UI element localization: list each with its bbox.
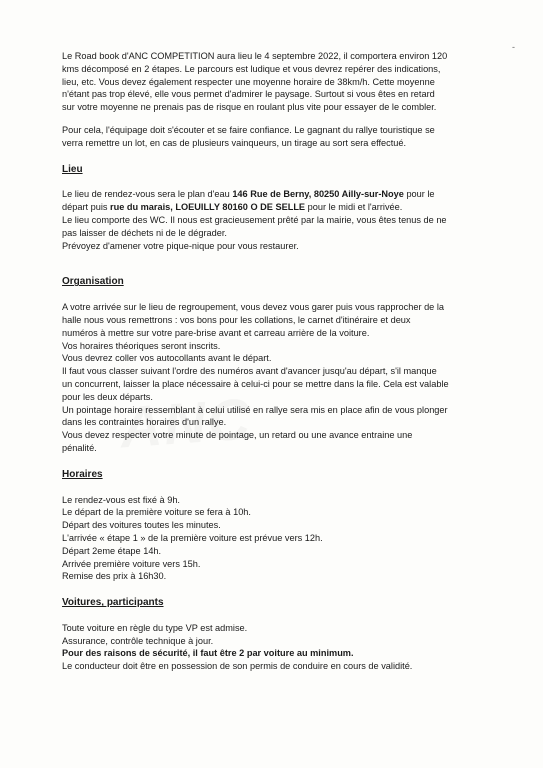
text-line: pas laisser de déchets ni de le dégrader.	[62, 227, 227, 238]
text-line	[62, 201, 476, 214]
text-line: Un pointage horaire ressemblant à celui utilisé en rallye sera mis en place afin de vous plonger	[62, 404, 448, 415]
text-line: un concurrent, laisser la place nécessaire à celui-ci pour se mettre dans la file. Cela est valable	[62, 378, 449, 389]
section-heading-organisation: Organisation	[62, 276, 124, 288]
text-line: Toute voiture en règle du type VP est admise.	[62, 622, 248, 633]
document-page	[62, 50, 476, 683]
text-line: Pour cela, l'équipage doit s'écouter et se faire confiance. Le gagnant du rallye touristique se	[62, 124, 435, 135]
text-line: Le conducteur doit être en possession de son permis de conduire en cours de validité.	[62, 661, 413, 672]
intro-paragraph-2	[62, 124, 476, 150]
text-line: Prévoyez d'amener votre pique-nique pour vous restaurer.	[62, 240, 299, 251]
text-line: Le rendez-vous est fixé à 9h.	[62, 494, 180, 505]
start-address: 146 Rue de Berny, 80250 Ailly-sur-Noye	[232, 189, 404, 200]
text-line: Vos horaires théoriques seront inscrits.	[62, 340, 221, 351]
text-line: dans les contraintes horaires d'un rallye.	[62, 417, 227, 428]
section-heading-voitures: Voitures, participants	[62, 597, 164, 609]
text-line: n'étant pas trop élevé, elle vous permet d'admirer le paysage. Surtout si vous êtes en retard	[62, 89, 435, 100]
text-line: L'arrivée « étape 1 » de la première voiture est prévue vers 12h.	[62, 532, 323, 543]
text-line: lieu, etc. Vous devez également respecter une moyenne horaire de 38km/h. Cette moyenne	[62, 76, 435, 87]
text-line: Il faut vous classer suivant l'ordre des numéros avant d'avancer jusqu'au départ, s'il manque	[62, 366, 437, 377]
text-line: Départ des voitures toutes les minutes.	[62, 520, 221, 531]
text-line: numéros à mettre sur votre pare-brise avant et carreau arrière de la voiture.	[62, 327, 370, 338]
safety-requirement: Pour des raisons de sécurité, il faut être 2 par voiture au minimum.	[62, 648, 354, 659]
text-line: Vous devrez coller vos autocollants avant le départ.	[62, 353, 272, 364]
text-line: Le départ de la première voiture se fera à 10h.	[62, 507, 251, 518]
voitures-paragraph	[62, 622, 476, 673]
text-line: Départ 2eme étape 14h.	[62, 545, 162, 556]
intro-paragraph-1	[62, 50, 476, 114]
text-line: sur votre moyenne ne prenais pas de risque en roulant plus vite pour essayer de le combler.	[62, 102, 437, 113]
organisation-paragraph	[62, 301, 476, 455]
text-fragment: pour le	[403, 189, 435, 200]
text-line	[62, 188, 476, 201]
lieu-paragraph	[62, 188, 476, 252]
text-line: kms décomposé en 2 étapes. Le parcours est ludique et vous devrez repérer des indications,	[62, 63, 441, 74]
section-heading-lieu: Lieu	[62, 163, 83, 175]
corner-mark: -	[512, 42, 515, 52]
finish-address: rue du marais, LOEUILLY 80160 O DE SELLE	[110, 202, 306, 213]
text-line: Vous devez respecter votre minute de pointage, un retard ou une avance entraine une	[62, 430, 413, 441]
text-line: halle nous vous remettrons : vos bons pour les collations, le carnet d'itinéraire et deux	[62, 314, 411, 325]
text-line: verra remettre un lot, en cas de plusieurs vainqueurs, un tirage au sort sera effectué.	[62, 137, 407, 148]
text-line: A votre arrivée sur le lieu de regroupement, vous devez vous garer puis vous rapprocher de la	[62, 302, 444, 313]
text-line: Assurance, contrôle technique à jour.	[62, 635, 214, 646]
section-heading-horaires: Horaires	[62, 468, 103, 480]
text-line: Arrivée première voiture vers 15h.	[62, 558, 201, 569]
text-fragment: départ puis	[62, 202, 111, 213]
text-fragment: Le lieu de rendez-vous sera le plan d'eau	[62, 189, 233, 200]
text-line: Le Road book d'ANC COMPETITION aura lieu le 4 septembre 2022, il comportera environ 120	[62, 51, 448, 61]
text-line: Remise des prix à 16h30.	[62, 571, 167, 582]
text-line: pour les deux départs.	[62, 391, 153, 402]
text-line: Le lieu comporte des WC. Il nous est gracieusement prêté par la mairie, vous êtes tenus de ne	[62, 214, 447, 225]
horaires-paragraph	[62, 494, 476, 584]
text-line: pénalité.	[62, 442, 97, 453]
text-fragment: pour le midi et l'arrivée.	[305, 202, 403, 213]
